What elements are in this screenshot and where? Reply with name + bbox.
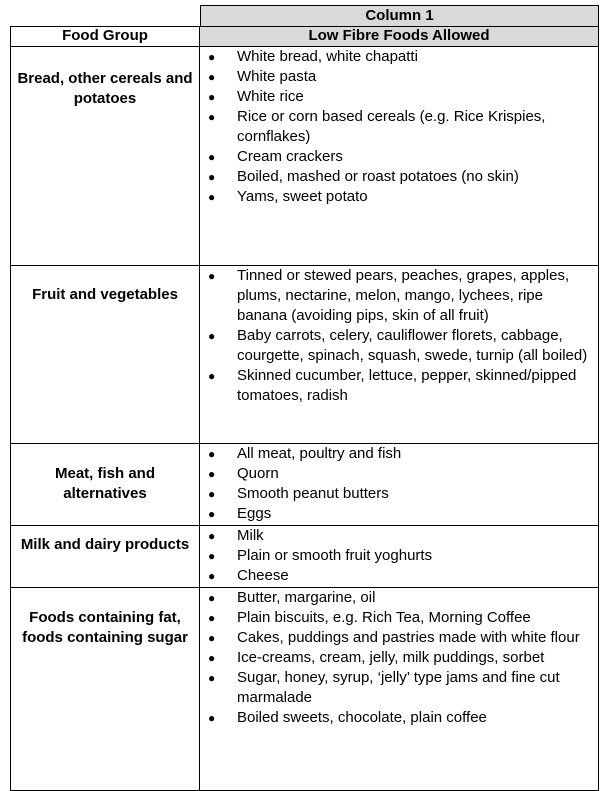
list-item [200, 107, 598, 147]
bullet-icon: ● [208, 329, 216, 343]
food-item-text: Cream crackers [237, 148, 343, 165]
list-item [200, 187, 598, 207]
food-item-text: Cheese [237, 567, 289, 584]
food-item-list [200, 444, 598, 524]
food-item-text: Butter, margarine, oil [237, 589, 376, 606]
food-item-text: Cakes, puddings and pastries made with white flour [237, 629, 580, 646]
column-group-spacer [10, 5, 200, 26]
food-group-cell: Fruit and vegetables [11, 266, 200, 444]
food-item-text: White pasta [237, 68, 317, 85]
food-group-cell: Meat, fish and alternatives [11, 444, 200, 526]
food-item-text: Boiled sweets, chocolate, plain coffee [237, 709, 487, 726]
food-item-text: Baby carrots, celery, cauliflower florets, cabbage, courgette, spinach, squash, swede, turnip (all boiled) [237, 327, 588, 364]
list-item [200, 147, 598, 167]
header-row [11, 27, 599, 47]
bullet-icon: ● [208, 591, 216, 605]
bullet-icon: ● [208, 90, 216, 104]
food-item-text: Plain or smooth fruit yoghurts [237, 547, 433, 564]
food-item-text: Yams, sweet potato [237, 188, 368, 205]
bullet-icon: ● [208, 110, 216, 124]
food-group-header: Food Group [11, 27, 200, 47]
bullet-icon: ● [208, 70, 216, 84]
food-item-text: Skinned cucumber, lettuce, pepper, skinned/pipped tomatoes, radish [237, 367, 577, 404]
list-item [200, 47, 598, 67]
food-item-text: Milk [237, 527, 264, 544]
list-item [200, 546, 598, 566]
food-group-cell: Milk and dairy products [11, 526, 200, 588]
allowed-foods-cell [200, 444, 599, 526]
table-row [11, 444, 599, 526]
bullet-icon: ● [208, 150, 216, 164]
allowed-foods-cell [200, 526, 599, 588]
food-item-text: Rice or corn based cereals (e.g. Rice Krispies, cornflakes) [237, 108, 546, 145]
bullet-icon: ● [208, 651, 216, 665]
food-item-text: Sugar, honey, syrup, ‘jelly’ type jams and fine cut marmalade [237, 669, 560, 706]
bullet-icon: ● [208, 487, 216, 501]
list-item [200, 668, 598, 708]
low-fibre-table-container [10, 5, 599, 791]
bullet-icon: ● [208, 50, 216, 64]
food-item-text: Boiled, mashed or roast potatoes (no skin) [237, 168, 519, 185]
bullet-icon: ● [208, 631, 216, 645]
food-group-cell: Foods containing fat, foods containing sugar [11, 588, 200, 791]
allowed-foods-cell [200, 266, 599, 444]
food-item-text: All meat, poultry and fish [237, 445, 402, 462]
list-item [200, 366, 598, 406]
food-item-list [200, 526, 598, 586]
list-item [200, 444, 598, 464]
list-item [200, 87, 598, 107]
list-item [200, 628, 598, 648]
list-item [200, 464, 598, 484]
list-item [200, 588, 598, 608]
bullet-icon: ● [208, 170, 216, 184]
list-item [200, 326, 598, 366]
bullet-icon: ● [208, 447, 216, 461]
bullet-icon: ● [208, 549, 216, 563]
food-item-text: Quorn [237, 465, 279, 482]
table-row [11, 266, 599, 444]
food-item-list [200, 266, 598, 406]
table-row [11, 47, 599, 266]
list-item [200, 526, 598, 546]
bullet-icon: ● [208, 467, 216, 481]
food-item-text: White rice [237, 88, 304, 105]
bullet-icon: ● [208, 369, 216, 383]
column-group-label: Column 1 [200, 5, 599, 26]
food-item-text: Smooth peanut butters [237, 485, 389, 502]
food-item-text: Tinned or stewed pears, peaches, grapes, apples, plums, nectarine, melon, mango, lychees, ripe banana (avoiding pips, skin of all fruit) [237, 267, 570, 324]
list-item [200, 266, 598, 326]
bullet-icon: ● [208, 529, 216, 543]
list-item [200, 167, 598, 187]
bullet-icon: ● [208, 507, 216, 521]
table-row [11, 588, 599, 791]
column-group-row [10, 5, 599, 26]
bullet-icon: ● [208, 611, 216, 625]
list-item [200, 484, 598, 504]
food-group-cell: Bread, other cereals and potatoes [11, 47, 200, 266]
food-item-text: White bread, white chapatti [237, 48, 418, 65]
table-row [11, 526, 599, 588]
list-item [200, 566, 598, 586]
food-item-text: Ice-creams, cream, jelly, milk puddings, sorbet [237, 649, 545, 666]
food-item-list [200, 588, 598, 728]
list-item [200, 67, 598, 87]
food-item-list [200, 47, 598, 207]
list-item [200, 708, 598, 728]
bullet-icon: ● [208, 711, 216, 725]
food-item-text: Eggs [237, 505, 272, 522]
table-body [11, 47, 599, 791]
bullet-icon: ● [208, 569, 216, 583]
bullet-icon: ● [208, 671, 216, 685]
low-fibre-foods-table [10, 26, 599, 791]
allowed-foods-header: Low Fibre Foods Allowed [200, 27, 599, 47]
allowed-foods-cell [200, 588, 599, 791]
bullet-icon: ● [208, 190, 216, 204]
allowed-foods-cell [200, 47, 599, 266]
list-item [200, 504, 598, 524]
bullet-icon: ● [208, 269, 216, 283]
food-item-text: Plain biscuits, e.g. Rich Tea, Morning Coffee [237, 609, 531, 626]
list-item [200, 648, 598, 668]
list-item [200, 608, 598, 628]
